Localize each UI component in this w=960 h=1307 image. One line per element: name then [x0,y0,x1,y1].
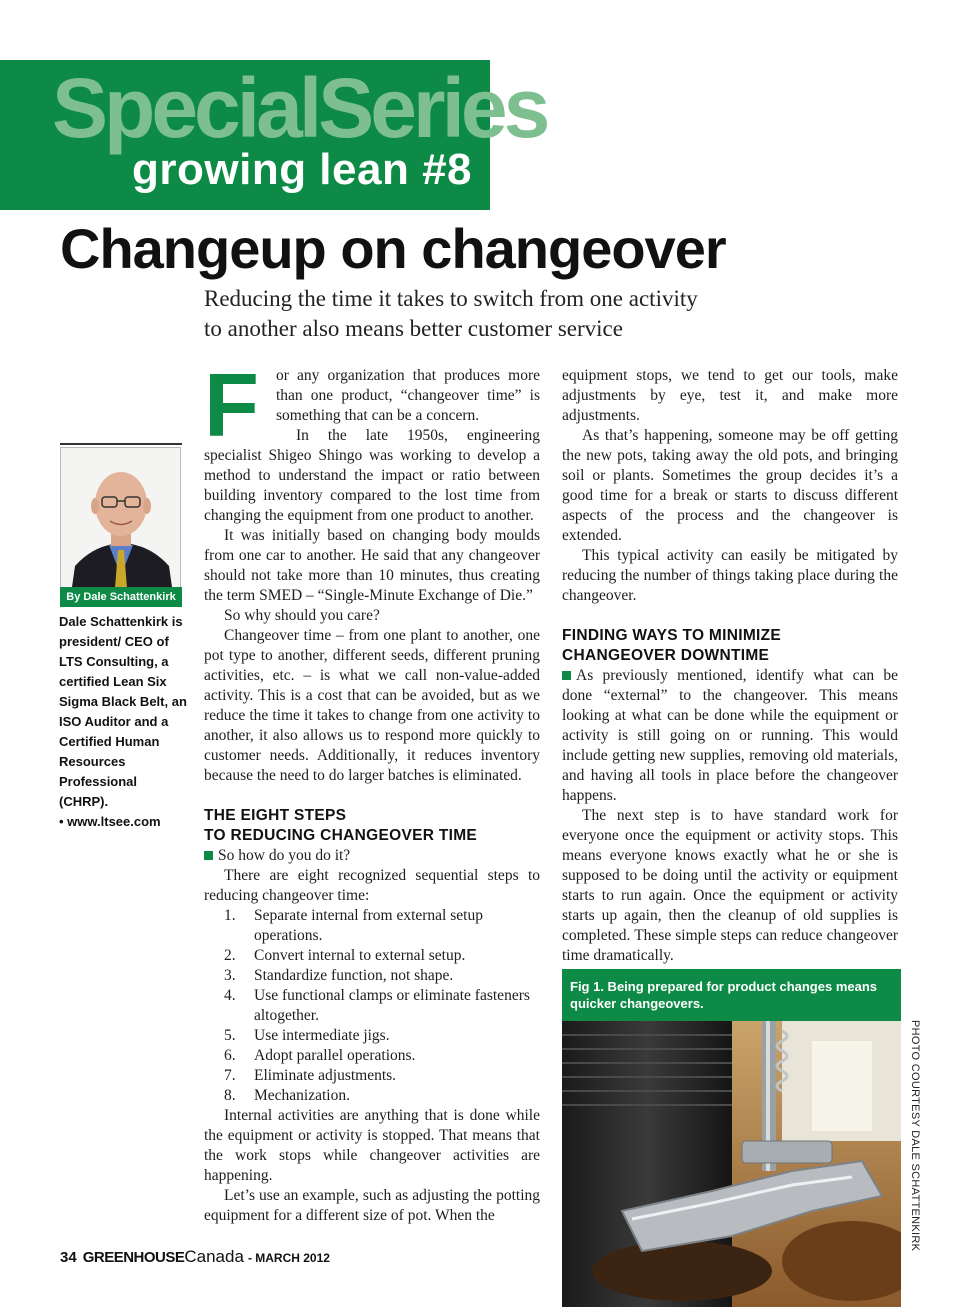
list-item-text: Separate internal from external setup operations. [254,907,483,944]
drop-cap: F [204,356,259,456]
green-square-bullet-icon [562,671,571,680]
list-item [204,986,540,1026]
list-item-text: Use intermediate jigs. [254,1027,390,1044]
author-bio [59,612,189,832]
issue-date: - MARCH 2012 [247,1251,330,1265]
list-item-number: 5. [224,1027,236,1044]
dek-line-2: to another also means better customer service [204,316,623,341]
article-column-2 [562,366,898,966]
publication-name-bold: GREENHOUSE [82,1249,185,1266]
series-title: SpecialSeries [52,61,547,155]
list-item [204,906,540,946]
list-item-number: 2. [224,947,236,964]
author-website: • www.ltsee.com [59,814,161,829]
list-item-number: 8. [224,1087,236,1104]
dek-line-1: Reducing the time it takes to switch from one activity [204,286,698,311]
green-square-bullet-icon [204,851,213,860]
subhead-minimize-downtime-line-2: CHANGEOVER DOWNTIME [562,647,770,664]
subhead-minimize-downtime-line-1: FINDING WAYS TO MINIMIZE [562,627,782,644]
list-item-text: Mechanization. [254,1087,350,1104]
figure-photo [562,1021,901,1307]
paragraph-13-text: As previously mentioned, identify what can be done “external” to the changeover. This means looking at what can be done while the equipment or activity is still going on or running. This would include getting new supplies, removing old materials, and having all tools in place before the changeover happens. [562,667,898,804]
list-item [204,1066,540,1086]
paragraph-1 [204,356,540,456]
list-item-number: 4. [224,987,236,1004]
paragraph-5: Changeover time – from one plant to another, one pot type to another, different seeds, different pruning activities, etc. – is what we call non-value-added activity. This is a cost that can be avoided, but as we reduce the time it takes to change from one activity to another, it also allows us to respond more quickly to customer needs. Additionally, it reduces inventory because the need to do larger batches is eliminated. [204,627,540,784]
author-byline: By Dale Schattenkirk [60,587,182,607]
paragraph-11: As that’s happening, someone may be off getting the new pots, taking away the old pots, and bringing soil or plants. Sometimes the group decides it’s a good time for a break or starts to discuss different aspects of the process and the changeover is extended. [562,427,898,544]
list-item-text: Adopt parallel operations. [254,1047,416,1064]
article-dek [204,284,804,344]
list-item-text: Standardize function, not shape. [254,967,454,984]
author-bio-text: Dale Schattenkirk is president/ CEO of LTS Consulting, a certified Lean Six Sigma Black Belt, an ISO Auditor and a Certified Human Resources Professional (CHRP). [59,614,187,809]
list-item-number: 1. [224,907,236,924]
potting-machine-photo-image [562,1021,901,1307]
author-portrait-image [61,448,181,607]
page-number: 34 [60,1249,77,1266]
page-footer [60,1247,330,1267]
paragraph-4: So why should you care? [224,607,380,624]
steps-list [204,906,540,1106]
paragraph-12: This typical activity can easily be mitigated by reducing the number of things taking place during the changeover. [562,547,898,604]
paragraph-14: The next step is to have standard work for everyone once the equipment or activity stops. This means everyone knows exactly what he or she is supposed to be doing until the activity or equipment starts to run again. Once the equipment or activity starts up again, then the cleanup of old supplies is completed. These simple steps can reduce changeover time dramatically. [562,807,898,964]
list-item-text: Eliminate adjustments. [254,1067,397,1084]
figure-caption: Fig 1. Being prepared for product changes means quicker changeovers. [562,969,901,1021]
subhead-eight-steps [204,806,540,846]
paragraph-6 [204,846,540,866]
list-item [204,1026,540,1046]
series-subtitle: growing lean #8 [132,145,473,194]
paragraph-6-text: So how do you do it? [218,847,351,864]
author-photo [60,447,181,607]
list-item-number: 6. [224,1047,236,1064]
article-column-1 [204,356,540,1226]
subhead-minimize-downtime [562,626,898,666]
paragraph-10: equipment stops, we tend to get our tools, make adjustments by eye, test it, and make more adjustments. [562,367,898,424]
paragraph-1-text: or any organization that produces more than one product, “changeover time” is something that can be a concern. [276,367,540,424]
publication-name-light: Canada [184,1247,244,1266]
photo-credit: PHOTO COURTESY DALE SCHATTENKIRK [909,1020,921,1252]
article-title: Changeup on changeover [60,217,726,280]
list-item-number: 7. [224,1067,236,1084]
list-item [204,946,540,966]
list-item [204,1046,540,1066]
list-item-text: Use functional clamps or eliminate fasteners altogether. [254,987,530,1024]
paragraph-8: Internal activities are anything that is done while the equipment or activity is stopped. That means that the work stops while changeover activities are happening. [204,1107,540,1184]
list-item-number: 3. [224,967,236,984]
author-rule [60,443,182,445]
subhead-eight-steps-line-1: THE EIGHT STEPS [204,807,347,824]
paragraph-13 [562,666,898,806]
list-item [204,1086,540,1106]
paragraph-9: Let’s use an example, such as adjusting the potting equipment for a different size of pot. When the [204,1187,540,1224]
subhead-eight-steps-line-2: TO REDUCING CHANGEOVER TIME [204,827,478,844]
paragraph-3: It was initially based on changing body moulds from one car to another. He said that any changeover should not take more than 10 minutes, thus creating the term SMED – “Single-Minute Exchange of Die.” [204,527,540,604]
list-item-text: Convert internal to external setup. [254,947,466,964]
list-item [204,966,540,986]
paragraph-2: In the late 1950s, engineering specialist Shigeo Shingo was working to develop a method to understand the impact or ratio between building inventory compared to the lost time from changing the equipment from one product to another. [204,427,540,524]
paragraph-7: There are eight recognized sequential steps to reducing changeover time: [204,867,540,904]
